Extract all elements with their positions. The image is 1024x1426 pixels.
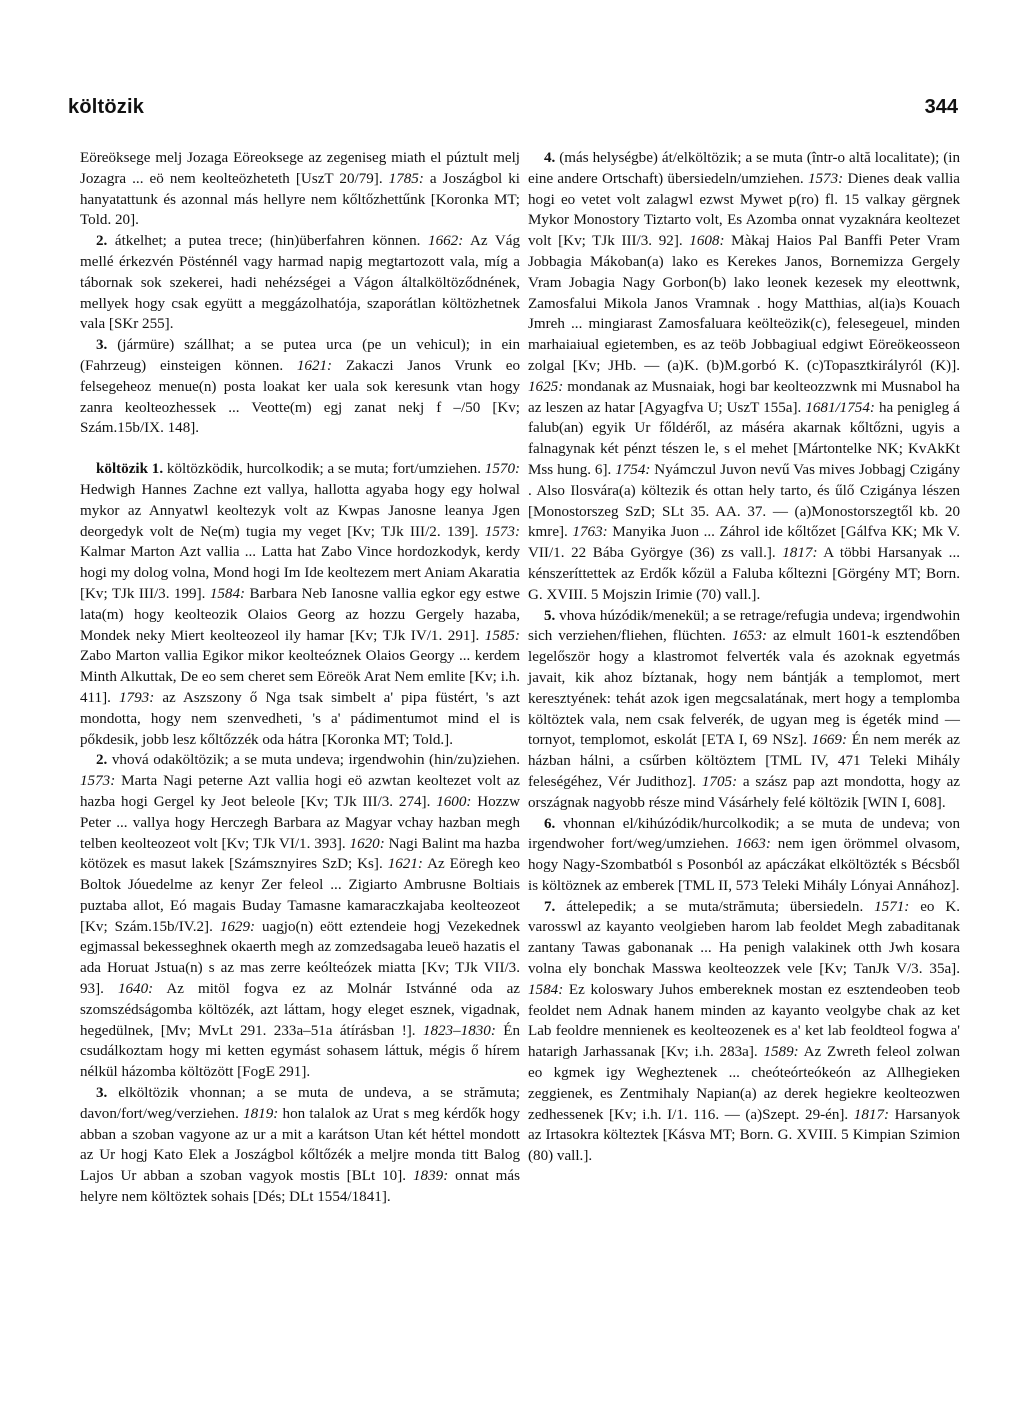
entry-paragraph: 5. vhova húzódik/menekül; a se retrage/refugia undeva; irgendwohin sich verziehen/fliehen, flüchten. 1653: az elmult 1601-k esztendőben legelőször hogy a klastromot felverték vala és azoknak egyetmás javait, kik ahoz bíztanak, hogy nem bántják a templomot, mert keresztyének: tehát azok igen megcsalatának, mert hogy a templomba költöztek vala, nem csak felverék, de ugyan meg is égeték mind — tornyot, templomot, eskolát [ETA I, 69 NSz]. 1669: Én nem merék az házban hálni, a csűrben költöztem [TML IV, 471 Teleki Mihály feleségéhez, Vér Judithoz]. 1705: a szász pap azt mondotta, hogy az országnak nagyobb része mind Vásárhely felé költözik [WIN I, 608]. — [528, 607, 961, 811]
entry-paragraph: 2. átkelhet; a putea trece; (hin)überfahren können. 1662: Az Vág mellé érkezvén Pösténnél vagy harmad napig megtartozott vala, míg a tábornak sok szekerei, hadi nehézségei a Vágon általköltöződnének, mellyek hogy csak együtt a meggázolhatója, szaporátlan költözhetnek vala [SKr 255]. — [80, 233, 520, 333]
entry-paragraph: 3. elköltözik vhonnan; a se muta de undeva, a se strămuta; davon/fort/weg/verziehen. 1819: hon talalok az Urat s meg kérdők hogy abban a szoban vagyone az ur a mit a karátson Utan két héttel mondott az Ur hogj Kato Elek a Joszágbol kőltőzék a meljre monda titt Balog Lajos Ur abban a szoban vagyok mostis [BLt 10]. 1839: onnat más helyre nem költöztek sohais [Dés; DLt 1554/1841]. — [80, 1085, 520, 1206]
entry-paragraph: 2. vhová odaköltözik; a se muta undeva; irgendwohin (hin/zu)ziehen. 1573: Marta Nagi peterne Azt vallia hogi eö azwtan keoltezet volt az hazba hogi Gergel ky Jeot beleole [Kv; TJk III/3. 274]. 1600: Hozzw Peter ... vallya hogy Herczegh Barbara az Magyar vchay hazban megh telben keolteozeot volt [Kv; TJk VI/1. 393]. 1620: Nagi Balint ma hazba kötözek es masut lakek [Számsznyires SzD; Ks]. 1621: Az Eöregh keo Boltok Jóuedelme az kenyr Zer feleol ... Zigiarto Ambrusne Boltiais puztaba allot, Eó magais Buday Tamasne kamaraczkajaba keolteozeot [Kv; Szám.15b/IV.2]. 1629: uagjo(n) eött eztendeie hogj Vezekednek egjmassal bekesseghnek okaerth megh az zomzedsagaba leueö hazatis el ada Horuat Jstua(n) s az mas zerre keólteózek miatta [Kv; TJk VII/3. 93]. 1640: Az mitöl fogva ez az Molnár Istvánné oda az szomszédságomba költözék, azt láttam, hogy eleget esznek, vigadnak, hegedülnek, [Mv; MvLt 291. 233a–51a átírásban !]. 1823–1830: Én csudálkoztam hogy mi ketten egymást sohasem láttuk, mégis ő hírem nélkül házomba költözött [FogE 291]. — [80, 752, 520, 1081]
entry-paragraph: 6. vhonnan el/kihúzódik/hurcolkodik; a se muta de undeva; von irgendwoher fort/weg/umziehen. 1663: nem igen örömmel olvasom, hogy Nagy-Szombatból s Posonból az apáczákat elköltözték s Bécsből is költöznek az emberek [TML II, 573 Teleki Mihály Lónyai Annához]. — [528, 815, 961, 894]
entry-paragraph: 3. (jármüre) szállhat; a se putea urca (pe un vehicul); in ein (Fahrzeug) einsteigen können. 1621: Zakaczi Janos Vrunk eo felsegeheoz menue(n) posta loakat ker uala sok keresunk vtan hogy zanra keolteozhessek ... Veotte(m) egj zanat nekj f –/50 [Kv; Szám.15b/IX. 148]. — [80, 337, 520, 437]
right-column — [528, 148, 960, 1167]
running-headword: költözik — [68, 96, 145, 118]
entry-paragraph: 7. áttelepedik; a se muta/strămuta; übersiedeln. 1571: eo K. varosswl az kayanto veolgieben harom lab feoldet Megh zabaditanak zantany Tawas gabonanak ... Ha penigh valakinek otth Jwh kosara volna ely bonchak Masswa keolteozzek vele [Kv; TanJk V/3. 35a]. 1584: Ez koloswary Juhos embereknek mostan ez esztendeoben teob feoldet nem Adnak hanem minden az kayanto veolgybe chak az ket Lab feoldre mennienek es keolteozenek es a' ket lab feoldteol fogwa a' hatarigh Jarhassanak [Kv; i.h. 283a]. 1589: Az Zwreth feleol zolwan eo kgmek igy Wegheztenek ... cheóteórteókeón az Allhegieken zeggienek, es Zentmihaly Napian(a) az derek hegiekre keolteozwen zedhessenek [Kv; i.h. I/1. 116. — (a)Szept. 29-én]. 1817: Harsanyok az Irtasokra költeztek [Kásva MT; Born. G. XVIII. 5 Kimpian Szimion (80) vall.]. — [528, 898, 960, 1165]
entry-paragraph: Eöreöksege melj Jozaga Eöreoksege az zegeniseg miath el púztult melj Jozagra ... eö nem keolteözheteth [UszT 20/79]. 1785: a Joszágbol ki hanyatattunk és azonnal más hellyre nem kőltőzhettűnk [Koronka MT; Told. 20]. — [80, 150, 520, 229]
running-header — [68, 96, 958, 126]
entry-paragraph: 4. (más helységbe) át/elköltözik; a se muta (într-o altă localitate); (in eine andere Ortschaft) übersiedeln/umziehen. 1573: Dienes deak vallia hogi eo vetet volt zalagwl ezwst Mywet p(ro) fl. 15 valkay gërgnek Mykor Monostory Tiztarto volt, Es Azomba onnat vyzaknára keoltezet volt [Kv; TJk III/3. 92]. 1608: Màkaj Haios Pal Banffi Peter Vram Jobbagia Mákoban(a) lako es Kerekes Janos, Bornemizza Gergely Vram Jobagia Nagy Gorbon(b) lako leonek kezesek my eleottwnk, Zamosfalui Mikola Janos Vramnak . hogy Matthias, al(ia)s Kouach Jmreh ... mingiarast Zamosfaluara keölteözik(c), felesegeuel, minden marhaiaiual egietemben, es az teöb Jobbagiual edgiwt Eöreökeosseon zolgal [Kv; JHb. — (a)K. (b)M.gorbó K. (c)Topasztkirályról (K)]. 1625: mondanak az Musnaiak, hogi bar keolteozzwnk mi Musnabol ha az leszen az hatar [Agyagfva U; UszT 155a]. 1681/1754: ha penigleg á falub(an) egyik Ur főldéről, az máséra akarnak kőltőzni, ugyis a falnagynak két pénzt tészen le, s el mehet [Mártontelke NK; KvAkKt Mss hung. 6]. 1754: Nyámczul Juvon nevű Vas mives Jobbagj Czigány . Also Ilosvára(a) költezik és ottan hely tarto, és űlő Czigánya lészen [Monostorszeg SzD; SLt 35. AA. 37. — (a)Monostorszegtől kb. 20 kmre]. 1763: Manyika Juon ... Záhrol ide kőltőzet [Gálfva KK; Mk V. VII/1. 22 Bába Györgye (36) zs vall.]. 1817: A többi Harsanyak ... kénszeríttettek az Erdők kőzül a Faluba kőltezni [Görgény MT; Born. G. XVIII. 5 Mojszin Irimie (70) vall.]. — [528, 150, 960, 603]
page-number: 344 — [924, 96, 958, 118]
left-column — [80, 148, 520, 1208]
entry-paragraph-headword: költözik 1. költözködik, hurcolkodik; a se muta; fort/umziehen. 1570: Hedwigh Hannes Zachne ezt vallya, hallotta agyaba hogy egy holwal mykor az Annyatwl keoltezyk volt az Kwpas Janosne leanya Jgen deorgedyk volt de Ne(m) tugia my veget [Kv; TJk III/2. 139]. 1573: Kalmar Marton Azt vallia ... Latta hat Zabo Vince hordozkodyk, kerdy hogi my dolog volna, Mond hogi Im Ide keoltezem mert Aniam Akaratia [Kv; TJk III/3. 199]. 1584: Barbara Neb Ianosne vallia egkor egy estwe lata(m) hogy keolteozik Olaios Georg az hozzu Gergely hazaba, Mondek neky Miert keolteozeol ily hamar [Kv; TJk IV/1. 291]. 1585: Zabo Marton vallia Egikor mikor keolteóznek Olaios Georgy ... kerdem Minth Alkuttak, De eo sem cheret sem Eöreök Arat Nem emlite [Kv; i.h. 411]. 1793: az Aszszony ő Nga tsak simbelt a' pipa füstért, 's azt mondotta, hogy nem szenvedheti, 's a' pádimentumot mind el is pőkdesik, jobb lesz kőltőzzék oda hátra [Koronka MT; Told.]. — [80, 461, 521, 748]
